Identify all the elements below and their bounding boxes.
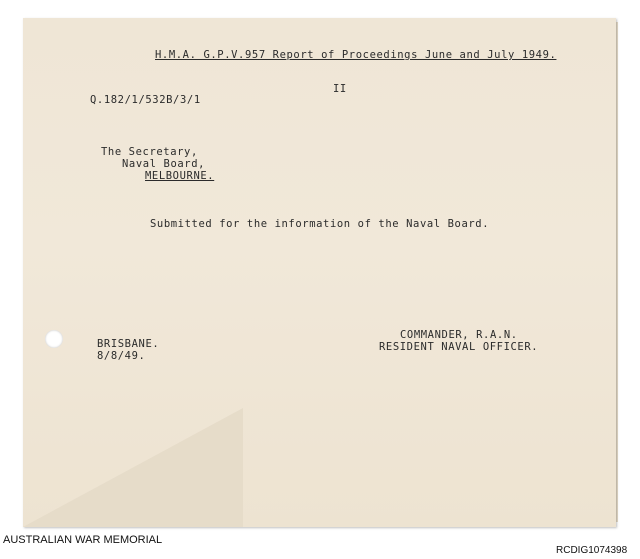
signature-title: RESIDENT NAVAL OFFICER. <box>379 341 539 353</box>
body-text: Submitted for the information of the Naval Board. <box>150 218 490 230</box>
signature-rank: COMMANDER, R.A.N. <box>400 329 518 341</box>
institution-name: AUSTRALIAN WAR MEMORIAL <box>3 534 163 546</box>
folded-corner <box>23 408 243 527</box>
addressee-line-1: The Secretary, <box>101 146 198 158</box>
place: BRISBANE. <box>97 338 160 350</box>
date: 8/8/49. <box>97 350 146 362</box>
addressee-line-2: Naval Board, <box>122 158 206 170</box>
reference-number: Q.182/1/532B/3/1 <box>90 94 201 106</box>
report-title: H.M.A. G.P.V.957 Report of Proceedings June and July 1949. <box>155 49 557 61</box>
page-number: II <box>333 83 347 95</box>
punch-hole <box>45 330 63 348</box>
addressee-line-3: MELBOURNE. <box>145 170 215 182</box>
catalog-id: RCDIG1074398 <box>556 545 628 556</box>
